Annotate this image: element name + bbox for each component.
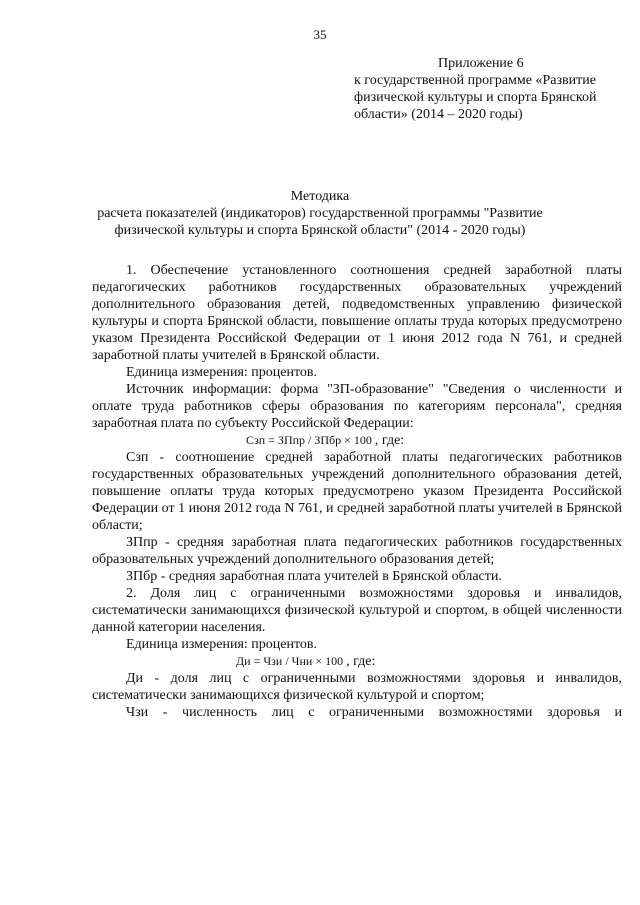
section1-formula bbox=[92, 432, 622, 449]
section2-definition-chzi: Чзи - численность лиц с ограниченными возможностями здоровья и bbox=[126, 705, 622, 720]
section2-unit: Единица измерения: процентов. bbox=[126, 637, 318, 652]
section1-unit: Единица измерения: процентов. bbox=[126, 365, 318, 380]
appendix-header bbox=[354, 55, 626, 123]
section2-definition-di: Ди - доля лиц с ограниченными возможностями здоровья и инвалидов, систематически занимающихся физической культурой и спортом; bbox=[92, 671, 622, 703]
formula-expression: Ди = Чзи / Чни × 100 bbox=[236, 654, 344, 668]
section1-definition-zpbr: ЗПбр - средняя заработная плата учителей в Брянской области. bbox=[126, 569, 502, 584]
formula-expression: Сзп = ЗПпр / ЗПбр × 100 bbox=[246, 433, 372, 447]
section2-formula bbox=[92, 653, 622, 670]
section2-heading: 2. Доля лиц с ограниченными возможностями здоровья и инвалидов, систематически занимающихся физической культурой и спортом, в общей численности данной категории населения. bbox=[92, 586, 622, 635]
document-body bbox=[92, 262, 622, 721]
section1-heading: 1. Обеспечение установленного соотношения средней заработной платы педагогических работников государственных образовательных учреждений дополнительного образования детей, подведомственных управлению физической культуры и спорта Брянской области, повышение оплаты труда которых предусмотрено указом Президента Российской Федерации от 1 июня 2012 года N 761, и средней заработной платы учителей в Брянской области. bbox=[92, 263, 622, 363]
section1-definition-zppr: ЗПпр - средняя заработная плата педагогических работников государственных образовательных учреждений дополнительного образования детей; bbox=[92, 535, 622, 567]
section1-definition-szp: Сзп - соотношение средней заработной платы педагогических работников государственных образовательных учреждений дополнительного образования детей, повышение оплаты труда которых предусмотрено указом Президента Российской Федерации от 1 июня 2012 года N 761, и средней заработной платы учителей в Брянской области; bbox=[92, 450, 622, 533]
formula-suffix: , где: bbox=[374, 433, 405, 448]
methodology-title bbox=[90, 188, 550, 239]
section1-source: Источник информации: форма "ЗП-образование" "Сведения о численности и оплате труда работников сферы образования по категориям персонала", средняя заработная плата по субъекту Российской Федерации: bbox=[92, 382, 622, 431]
appendix-title: Приложение 6 bbox=[438, 56, 524, 71]
title-description: расчета показателей (индикаторов) государственной программы "Развитие физической культуры и спорта Брянской области" (2014 - 2020 годы) bbox=[97, 206, 543, 238]
appendix-subtitle: к государственной программе «Развитие физической культуры и спорта Брянской области» (2014 – 2020 годы) bbox=[354, 73, 597, 122]
formula-suffix: , где: bbox=[346, 654, 376, 669]
page-number: 35 bbox=[313, 27, 327, 42]
title-heading: Методика bbox=[290, 189, 350, 204]
